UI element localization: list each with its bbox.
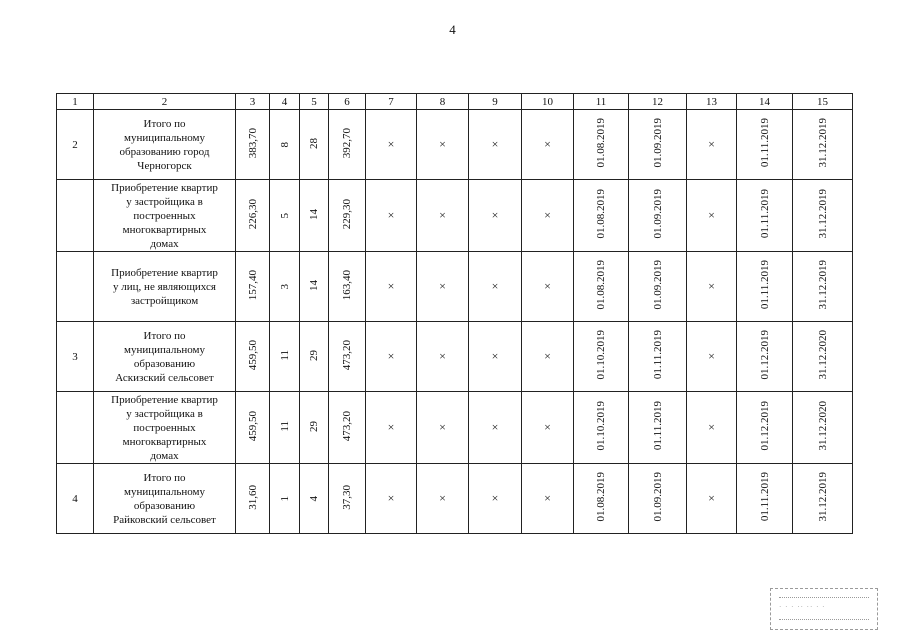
amount-cell [236, 252, 270, 322]
table-row [57, 322, 853, 392]
date-cell [793, 392, 853, 464]
cross-mark: × [491, 420, 499, 434]
row-name: Приобретение квартир у застройщика в построенных многоквартирных домах [94, 392, 236, 464]
row-number: 3 [57, 322, 94, 392]
cross-cell [366, 392, 417, 464]
cross-cell [366, 252, 417, 322]
amount-cell [236, 110, 270, 180]
faded-stamp-icon [770, 588, 878, 630]
cross-mark: × [708, 279, 715, 293]
column-header: 1 [57, 94, 94, 110]
date-cell [629, 252, 687, 322]
column-header: 6 [329, 94, 366, 110]
date-cell [793, 464, 853, 534]
cross-cell [522, 322, 574, 392]
amount-value: 163,40 [341, 269, 353, 301]
date-cell [574, 392, 629, 464]
count-value: 1 [278, 496, 291, 502]
stamp-text: · · · ·· ·· · · [779, 603, 826, 611]
amount-cell [236, 464, 270, 534]
cross-mark: × [387, 349, 395, 363]
count-cell [300, 110, 329, 180]
date-cell [793, 322, 853, 392]
cross-cell [522, 180, 574, 252]
date-value: 01.12.2019 [758, 330, 771, 380]
cross-mark: × [491, 491, 499, 505]
row-name: Итого по муниципальному образованию Райковский сельсовет [94, 464, 236, 534]
column-header: 7 [366, 94, 417, 110]
date-value: 31.12.2019 [816, 189, 829, 239]
table-row [57, 180, 853, 252]
column-header: 8 [417, 94, 469, 110]
cross-cell [417, 322, 469, 392]
date-cell [629, 392, 687, 464]
column-header: 14 [737, 94, 793, 110]
count-value: 14 [308, 279, 320, 291]
amount-cell [329, 180, 366, 252]
row-number: 4 [57, 464, 94, 534]
count-cell [300, 392, 329, 464]
table-row [57, 110, 853, 180]
date-value: 31.12.2020 [816, 401, 829, 451]
row-number [57, 252, 94, 322]
amount-cell [329, 252, 366, 322]
cross-mark: × [491, 208, 499, 222]
cross-mark: × [544, 208, 551, 222]
date-value: 01.11.2019 [651, 330, 664, 380]
date-cell [793, 110, 853, 180]
date-cell [737, 464, 793, 534]
date-value: 31.12.2019 [816, 472, 829, 522]
count-value: 3 [278, 284, 291, 290]
cross-cell [469, 252, 522, 322]
amount-cell [329, 464, 366, 534]
date-cell [737, 252, 793, 322]
cross-mark: × [387, 208, 395, 222]
table-row [57, 464, 853, 534]
count-value: 14 [308, 208, 320, 220]
cross-cell [366, 322, 417, 392]
date-cell [737, 392, 793, 464]
cross-mark: × [387, 137, 395, 151]
cross-cell [522, 110, 574, 180]
column-header: 9 [469, 94, 522, 110]
date-cell [629, 322, 687, 392]
cross-cell [522, 252, 574, 322]
count-cell [270, 392, 300, 464]
cross-mark: × [491, 137, 499, 151]
amount-cell [236, 322, 270, 392]
count-value: 4 [308, 496, 320, 502]
cross-mark: × [491, 349, 499, 363]
row-name: Приобретение квартир у застройщика в построенных многоквартирных домах [94, 180, 236, 252]
cross-cell [417, 110, 469, 180]
date-value: 01.11.2019 [758, 260, 771, 310]
column-header: 2 [94, 94, 236, 110]
cross-cell [522, 392, 574, 464]
row-number [57, 180, 94, 252]
data-table [56, 93, 853, 534]
cross-mark: × [544, 137, 551, 151]
column-header: 12 [629, 94, 687, 110]
cross-mark: × [708, 491, 715, 505]
cross-mark: × [439, 208, 446, 222]
date-cell [574, 180, 629, 252]
stamp-line [779, 619, 869, 620]
cross-mark: × [544, 420, 551, 434]
date-value: 01.08.2019 [595, 472, 607, 522]
column-header: 11 [574, 94, 629, 110]
cross-cell [469, 322, 522, 392]
date-cell [574, 322, 629, 392]
cross-cell [469, 180, 522, 252]
count-cell [270, 110, 300, 180]
amount-value: 226,30 [246, 198, 259, 230]
amount-cell [329, 110, 366, 180]
cross-cell [469, 464, 522, 534]
amount-value: 392,70 [341, 127, 353, 159]
amount-value: 459,50 [246, 410, 259, 442]
row-name: Итого по муниципальному образованию Аскизский сельсовет [94, 322, 236, 392]
cross-cell [687, 180, 737, 252]
row-number: 2 [57, 110, 94, 180]
date-value: 01.09.2019 [651, 118, 664, 168]
count-value: 5 [278, 213, 291, 219]
count-value: 28 [308, 137, 320, 149]
date-cell [793, 180, 853, 252]
cross-mark: × [387, 420, 395, 434]
count-value: 29 [308, 349, 320, 361]
amount-value: 459,50 [246, 339, 259, 371]
column-header: 3 [236, 94, 270, 110]
header-row [57, 94, 853, 110]
cross-mark: × [544, 279, 551, 293]
date-value: 31.12.2020 [816, 330, 829, 380]
cross-mark: × [708, 137, 715, 151]
cross-mark: × [439, 420, 446, 434]
amount-value: 383,70 [246, 127, 259, 159]
count-cell [270, 252, 300, 322]
cross-cell [687, 322, 737, 392]
amount-value: 473,20 [341, 410, 353, 442]
count-cell [300, 252, 329, 322]
count-cell [270, 180, 300, 252]
amount-value: 157,40 [246, 269, 259, 301]
amount-cell [236, 180, 270, 252]
cross-cell [687, 252, 737, 322]
cross-cell [687, 392, 737, 464]
cross-mark: × [387, 491, 395, 505]
page-number: 4 [449, 22, 456, 37]
amount-value: 473,20 [341, 339, 353, 371]
date-cell [629, 180, 687, 252]
cross-mark: × [387, 279, 395, 293]
count-cell [300, 322, 329, 392]
date-cell [629, 464, 687, 534]
column-header: 5 [300, 94, 329, 110]
column-header: 4 [270, 94, 300, 110]
amount-value: 31,60 [246, 484, 259, 510]
date-value: 01.10.2019 [595, 330, 607, 380]
date-value: 01.10.2019 [595, 401, 607, 451]
count-value: 29 [308, 420, 320, 432]
date-value: 01.08.2019 [595, 118, 607, 168]
row-number [57, 392, 94, 464]
column-header: 13 [687, 94, 737, 110]
date-cell [793, 252, 853, 322]
cross-mark: × [544, 491, 551, 505]
date-cell [574, 252, 629, 322]
date-value: 01.12.2019 [758, 401, 771, 451]
date-value: 31.12.2019 [816, 118, 829, 168]
date-value: 01.09.2019 [651, 472, 664, 522]
cross-cell [522, 464, 574, 534]
cross-mark: × [544, 349, 551, 363]
table-row [57, 392, 853, 464]
date-cell [574, 464, 629, 534]
cross-mark: × [439, 491, 446, 505]
cross-mark: × [439, 137, 446, 151]
date-value: 01.11.2019 [758, 189, 771, 239]
cross-cell [366, 180, 417, 252]
amount-value: 37,30 [341, 484, 353, 510]
cross-mark: × [708, 208, 715, 222]
row-name: Приобретение квартир у лиц, не являющихся застройщиком [94, 252, 236, 322]
count-value: 11 [278, 420, 291, 432]
cross-cell [417, 464, 469, 534]
date-value: 01.09.2019 [651, 260, 664, 310]
cross-cell [687, 464, 737, 534]
cross-cell [366, 464, 417, 534]
date-value: 31.12.2019 [816, 260, 829, 310]
date-value: 01.08.2019 [595, 260, 607, 310]
date-value: 01.11.2019 [651, 401, 664, 451]
date-cell [629, 110, 687, 180]
amount-cell [236, 392, 270, 464]
count-cell [270, 464, 300, 534]
cross-mark: × [439, 279, 446, 293]
count-cell [300, 180, 329, 252]
cross-cell [417, 252, 469, 322]
count-cell [300, 464, 329, 534]
date-value: 01.09.2019 [651, 189, 664, 239]
cross-cell [469, 392, 522, 464]
stamp-line [779, 597, 869, 598]
date-cell [737, 322, 793, 392]
count-value: 11 [278, 349, 291, 361]
column-header: 10 [522, 94, 574, 110]
date-value: 01.11.2019 [758, 118, 771, 168]
cross-cell [687, 110, 737, 180]
amount-cell [329, 392, 366, 464]
count-cell [270, 322, 300, 392]
amount-cell [329, 322, 366, 392]
cross-cell [417, 180, 469, 252]
cross-cell [469, 110, 522, 180]
cross-mark: × [708, 420, 715, 434]
cross-mark: × [491, 279, 499, 293]
date-cell [737, 180, 793, 252]
cross-mark: × [708, 349, 715, 363]
cross-cell [417, 392, 469, 464]
date-cell [737, 110, 793, 180]
row-name: Итого по муниципальному образованию город Черногорск [94, 110, 236, 180]
date-value: 01.11.2019 [758, 472, 771, 522]
table-row [57, 252, 853, 322]
amount-value: 229,30 [341, 198, 353, 230]
date-value: 01.08.2019 [595, 189, 607, 239]
column-header: 15 [793, 94, 853, 110]
cross-mark: × [439, 349, 446, 363]
date-cell [574, 110, 629, 180]
count-value: 8 [278, 142, 291, 148]
cross-cell [366, 110, 417, 180]
